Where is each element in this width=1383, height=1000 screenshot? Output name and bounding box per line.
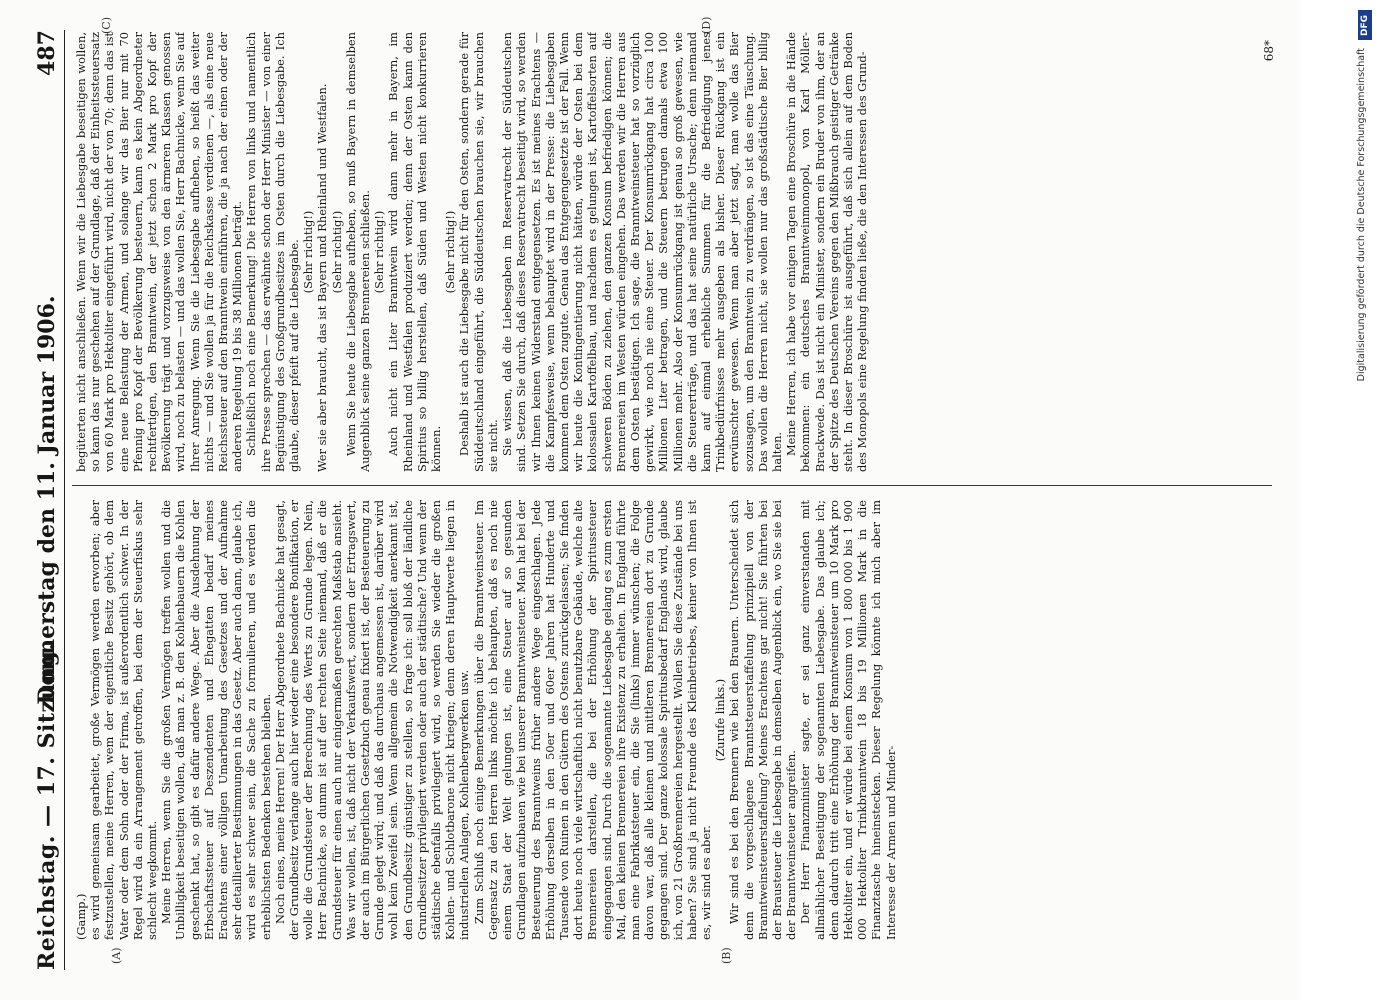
interjection: (Sehr richtig!)	[329, 210, 344, 294]
interjection: (Sehr richtig!)	[443, 210, 458, 294]
paragraph: es wird gemeinsam gearbeitet, große Vermögen werden erworben; aber festzustellen, meine Herren, wem der eigentliche Besitz gehört, ob dem Vater oder dem Sohn oder der Firma, ist außerordentlich schwer. In der Regel wird da ein Arrangement getroffen, bei dem der Steuerfiskus sehr schlecht wegkommt.	[88, 500, 160, 940]
paragraph: Meine Herren, wenn Sie die großen Vermögen treffen wollen und die Unbilligkeit beseitigen wollen, daß man z. B. den Kohlenbauern die Kohlen geschenkt hat, so gibt es dafür andere Wege. Aber die Ausdehnung der Erbschaftssteuer auf Deszendenten und Ehegatten bedarf meines Erachtens einer völligen Umarbeitung des Gesetzes und der Aufnahme sehr detaillierter Bestimmungen in das Gesetz. Aber auch dann, glaube ich, wird es sehr schwer sein, die Sache zu formulieren, und es werden die erheblichsten Bedenken bestehen bleiben.	[159, 500, 273, 940]
paragraph: Auch nicht ein Liter Branntwein wird dann mehr in Bayern, im Rheinland und Westfalen produziert werden; denn der Osten kann den Spiritus so billig herstellen, daß Süden und Westen nicht konkurrieren können.	[386, 32, 444, 472]
margin-marker-d: (D)	[700, 16, 713, 34]
paragraph: Sie wissen, daß die Liebesgaben im Reservatrecht der Süddeutschen sind. Setzen Sie durch, daß dieses Reservatrecht beseitigt wird, so werden wir Ihnen keinen Widerstand entgegensetzen. Es ist meines Erachtens — die Kampfesweise, wenn behauptet wird in der Presse: die Liebesgaben kommen dem Osten zugute. Genau das Entgegengesetzte ist der Fall. Wenn wir heute die Kontingentierung nicht hätten, würde der Osten bei dem kolossalen Kartoffelbau, und nachdem es gelungen ist, Kartoffelsorten auf schweren Böden zu ziehen, den ganzen Konsum befriedigen können; die Brennereien im Westen würden eingehen. Das werden wir die Herren aus dem Osten bestätigen. Ich sage, die Branntweinsteuer hat so vorzüglich gewirkt, wie noch nie eine Steuer. Der Konsumrückgang hat circa 100 Millionen Liter betragen, und die Steuern betrugen damals etwa 100 Millionen mehr. Also der Konsumrückgang ist genau so groß gewesen, wie die Steuererträge, und das hat seine natürliche Ursache; denn niemand kann auf einmal erhebliche Summen für die Befriedigung jenes Trinkbedürfnisses mehr ausgeben als bisher. Dieser Rückgang ist ein erwünschter gewesen. Wenn man aber jetzt sagt, man wolle das Bier sozusagen, um den Branntwein zu verdrängen, so ist das eine Täuschung. Das wollen die Herren nicht, sie wollen nur das großstädtische Bier billig halten.	[500, 32, 784, 472]
paragraph: Der Herr Finanzminister sagte, er sei ganz einverstanden mit allmählicher Beseitigung der sogenannten Liebesgabe. Das glaube ich; denn dadurch tritt eine Erhöhung der Branntweinsteuer um 10 Mark pro Hektoliter ein, und er würde bei einem Konsum von 1 800 000 bis 1 900 000 Hektoliter Trinkbranntwein 18 bis 19 Millionen Mark in die Finanztasche hineinstecken. Dieser Regelung könnte ich mich aber im Interesse der Armen und Minder-	[798, 500, 898, 940]
paragraph: Meine Herren, ich habe vor einigen Tagen eine Broschüre in die Hände bekommen: ein deutsches Branntweinmonopol, von Karl Möller-Brackwede. Das ist nicht ein Minister, sondern ein Bruder von ihm, der an der Spitze des Deutschen Vereins gegen den Mißbrauch geistiger Getränke steht. In dieser Broschüre ist ausgeführt, daß sich allein auf dem Boden des Monopols eine Regelung finden ließe, die den Interessen des Grund-	[784, 32, 870, 472]
margin-marker-a: (A)	[110, 947, 123, 964]
margin-marker-b: (B)	[720, 947, 733, 964]
paragraph: begüterten nicht anschließen. Wenn wir die Liebesgabe beseitigen wollen, so kann das nur geschehen auf der Grundlage, daß der Einheitssteuersatz von 60 Mark pro Hektoliter eingeführt wird, nicht der von 70; denn das ist eine neue Belastung der Armen, und solange wir das Bier nur mit 70 Pfennig pro Kopf der Bevölkerung besteuern, kann es kein Abgeordneter rechtfertigen, den Branntwein, der jetzt schon 2 Mark pro Kopf der Bevölkerung trägt und vorzugsweise von den ärmeren Klassen genossen wird, noch zu belasten — und das wollen Sie, Herr Bachnicke, wenn Sie auf Ihrer Anregung. Wenn Sie die Liebesgabe aufheben, so heißt das weiter nichts — und Sie wollen ja für die Reichskasse verdienen —, als eine neue Reichssteuer auf den Branntwein einführen, die ja nach der einen oder der anderen Regelung 19 bis 38 Millionen beträgt.	[74, 32, 245, 472]
signature-mark: 68*	[1262, 40, 1276, 62]
interjection: (Zurufe links.)	[713, 678, 728, 762]
dfg-logo: DFG	[1358, 10, 1372, 40]
page-header	[30, 30, 65, 970]
speaker-name: (Gamp.)	[74, 893, 88, 940]
paragraph: Wer sie aber braucht, das ist Bayern und Rheinland und Westfalen.	[315, 83, 330, 472]
digitization-credit: Digitalisierung gefördert durch die Deutsche Forschungsgemeinschaft	[1356, 48, 1367, 382]
margin-marker-c: (C)	[100, 17, 113, 34]
paragraph: Noch eines, meine Herren! Der Herr Abgeordnete Bachnicke hat gesagt, der Grundbesitz verlange auch hier wieder eine besondere Bonifikation, er wolle die Grundsteuer der Berechnung des Werts zu Grunde legen. Nein, Herr Bachnicke, so dumm ist auf der rechten Seite niemand, daß er die Grundsteuer für einen auch nur einigermaßen gerechten Maßstab ansieht. Was wir wollen, ist, daß nicht der Verkaufswert, sondern der Ertragswert, der auch im Bürgerlichen Gesetzbuch genau fixiert ist, der Besteuerung zu Grunde gelegt wird; und daß das durchaus angemessen ist, darüber wird wohl kein Zweifel sein. Wenn allgemein die Notwendigkeit anerkannt ist, den Grundbesitz günstiger zu stellen, so frage ich: soll bloß der ländliche Grundbesitzer privilegiert werden oder auch der städtische? Und wenn der städtische ebenfalls privilegiert wird, so werden Sie wieder die großen Kohlen- und Schlotbarone nicht kriegen; denn deren Hauptwerte liegen in industriellen Anlagen, Kohlenbergwerken usw.	[272, 500, 472, 940]
page-number: 487	[34, 30, 60, 76]
paragraph: Wir sind es bei den Brennern wie bei den Brauern. Unterscheidet sich denn die vorgeschlagene Branntsteuerstaffelung prinzipiell von der Branntweinsteuerstaffelung? Meines Erachtens gar nicht! Sie führten bei der Brausteuer die Liebesgabe in demselben Augenblick ein, wo Sie sie bei der Branntweinsteuer angreifen.	[727, 500, 799, 940]
right-column	[74, 32, 1254, 472]
column-divider	[72, 485, 1272, 486]
interjection: (Sehr richtig!)	[372, 210, 387, 294]
interjection: (Sehr richtig!)	[301, 210, 316, 294]
left-column	[74, 500, 1254, 940]
header-session: Reichstag. — 17. Sitzung.	[34, 642, 60, 970]
header-date: Donnerstag den 11. Januar 1906.	[34, 295, 60, 705]
paragraph: Schließlich noch eine Bemerkung! Die Herren von links und namentlich ihre Presse sprechen — das erwähnte schon der Herr Minister — von einer Begünstigung des Großgrundbesitzes im Osten durch die Liebesgabe. Ich glaube, dieser pfeift auf die Liebesgabe.	[244, 32, 302, 472]
paragraph: Zum Schluß noch einige Bemerkungen über die Branntweinsteuer. Im Gegensatz zu den Herren links möchte ich behaupten, daß es noch nie einem Staat der Welt gelungen ist, eine Steuer auf so gesunden Grundlagen aufzubauen wie bei unserer Branntweinsteuer. Man hat bei der Besteuerung des Branntweins früher andere Wege eingeschlagen. Jede Erhöhung derselben in den 50er und 60er Jahren hat Hunderte und Tausende von Ruinen in den Gütern des Ostens zurückgelassen; Sie finden dort heute noch viele wirtschaftlich nicht benutzbare Gebäude, welche alte Brennereien darstellen, die bei der Erhöhung der Spiritussteuer eingegangen sind. Durch die sogenannte Liebesgabe gelang es zum ersten Mal, den kleinen Brennereien ihre Existenz zu erhalten. In England führte man eine Fabrikatsteuer ein, die Sie (links) immer wünschen; die Folge davon war, daß alle kleinen und mittleren Brennereien dort zu Grunde gegangen sind. Der ganze kolossale Spiritusbedarf Englands wird, glaube ich, von 21 Großbrennereien hergestellt. Wollen Sie diese Zustände bei uns haben? Sie sind ja nicht Freunde des Kleinbetriebes, keiner von Ihnen ist es, wir sind es aber.	[471, 500, 713, 940]
paragraph: Wenn Sie heute die Liebesgabe aufheben, so muß Bayern in demselben Augenblick seine ganzen Brennereien schließen.	[343, 32, 373, 472]
paragraph: Deshalb ist auch die Liebesgabe nicht für den Osten, sondern gerade für Süddeutschland eingeführt, die Süddeutschen brauchen sie, wir brauchen sie nicht.	[457, 32, 500, 472]
